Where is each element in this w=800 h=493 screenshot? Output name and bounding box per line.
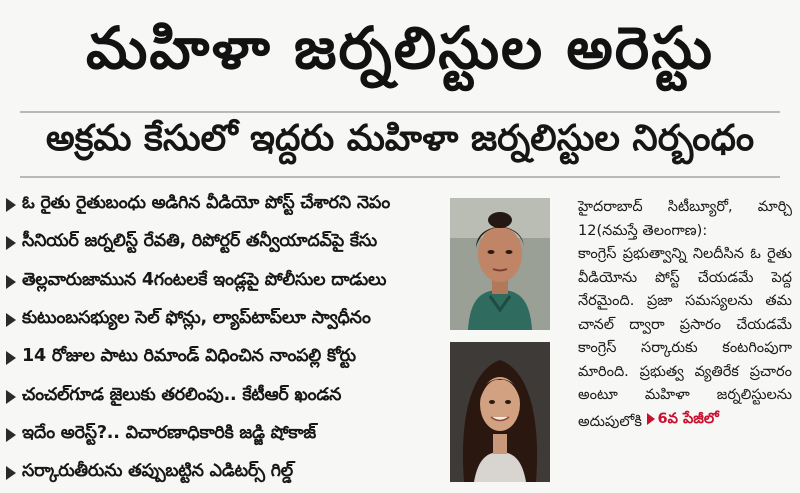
- bullet-item: [6, 339, 436, 377]
- bullet-item: [6, 263, 436, 301]
- bullet-triangle-icon: [6, 351, 16, 365]
- continued-on-label[interactable]: 6వ పేజీలో: [657, 410, 719, 427]
- play-triangle-icon: [647, 413, 655, 425]
- story-body: [578, 243, 792, 434]
- bullet-triangle-icon: [6, 275, 16, 289]
- bullet-triangle-icon: [6, 390, 16, 404]
- headline: మహిళా జర్నలిస్టుల అరెస్టు: [86, 13, 714, 82]
- bullet-item: [6, 416, 436, 454]
- bullet-triangle-icon: [6, 466, 16, 480]
- subheadline-rule: [20, 176, 780, 178]
- bullet-item: [6, 301, 436, 339]
- journalist-photo-1: [450, 198, 550, 330]
- bullet-item: [6, 454, 436, 492]
- bullet-text: 14 రోజుల పాటు రిమాండ్ విధించిన నాంపల్లి కోర్టు: [22, 346, 356, 367]
- bullet-triangle-icon: [6, 428, 16, 442]
- story-column: [578, 196, 792, 434]
- story-body-text: కాంగ్రెస్ ప్రభుత్వాన్ని నిలదీసిన ఓ రైతు వీడియోను పోస్ట్ చేయడమే పెద్ద నేరమైంది. ప్రజా సమస్యలను తమ చానల్ ద్వారా ప్రసారం చేయడమే కాంగ్రెస్ సర్కారుకు కంటగింపుగా మారింది. ప్రభుత్వ వ్యతిరేక ప్రచారం అంటూ మహిళా జర్నలిస్టులను అదుపులోకి: [578, 246, 792, 430]
- bullet-text: ఇదేం అరెస్ట్?.. విచారణాధికారికి జడ్జి షోకాజ్: [22, 422, 316, 443]
- bullet-text: సర్కారుతీరును తప్పుబట్టిన ఎడిటర్స్ గిల్డ్: [22, 461, 293, 482]
- bullet-text: చంచల్‌గూడ జైలుకు తరలింపు.. కేటీఆర్ ఖండన: [22, 384, 342, 405]
- continued-on-link[interactable]: [647, 408, 719, 432]
- story-dateline: హైదరాబాద్ సిటీబ్యూరో, మార్చి 12(నమస్తే తెలంగాణ):: [578, 199, 792, 239]
- bullet-item: [6, 224, 436, 262]
- bullet-triangle-icon: [6, 198, 16, 212]
- bullet-triangle-icon: [6, 313, 16, 327]
- bullet-text: సీనియర్ జర్నలిస్ట్ రేవతి, రిపోర్టర్ తన్వీయాదవ్‌పై కేసు: [22, 231, 377, 252]
- journalist-photo-2: [450, 342, 550, 482]
- bullet-text: తెల్లవారుజామున 4గంటలకే ఇండ్లపై పోలీసుల దాడులు: [22, 269, 387, 290]
- bullet-item: [6, 377, 436, 415]
- subheadline: అక్రమ కేసులో ఇద్దరు మహిళా జర్నలిస్టుల నిర్బంధం: [45, 118, 755, 159]
- bullet-item: [6, 186, 436, 224]
- bullet-triangle-icon: [6, 236, 16, 250]
- bullet-text: ఓ రైతు రైతుబంధు అడిగిన వీడియో పోస్ట్ చేశారని నెపం: [22, 193, 391, 214]
- bullet-list: [6, 186, 436, 492]
- bullet-text: కుటుంబసభ్యుల సెల్ ఫోన్లు, ల్యాప్‌టాప్‌లూ స్వాధీనం: [22, 308, 371, 329]
